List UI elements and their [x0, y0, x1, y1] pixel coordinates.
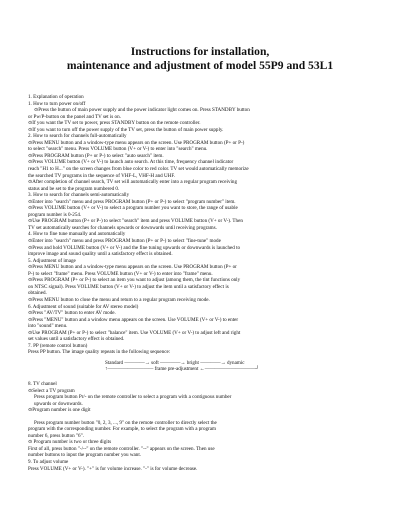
text-line: 2. How to search for channels full-automatically	[28, 133, 127, 140]
text-line: ⊙Enter into "search" menu and press PROGRAM button (P+ or P-) to select "program number" item.	[28, 198, 236, 205]
text-line: Press VOLUME (V+ or V-). "+" is for volume increase. "-" is for volume decrease.	[28, 465, 198, 472]
text-line: reach "H1 to H..." on the screen changes from blue color to red color. TV set would automatically memorize	[28, 166, 249, 173]
text-line: to select "search" menu. Press VOLUME button (V+ or V-) to enter into "search" menu.	[28, 146, 208, 153]
text-line: ⊙If you want to turn off the power supply of the TV set, press the button of main power supply.	[28, 126, 224, 133]
text-line: ⊙After completion of channel search, TV set will automatically enter into a regular program receiving	[28, 179, 238, 186]
text-line: program with the corresponding number. For example, to select the program with a program	[28, 426, 216, 433]
text-line: P-) to select "frame" menu. Press VOLUME button (V+ or V-) to enter into "frame" menu.	[28, 270, 213, 277]
text-line: ⊙Use PROGRAM (P+ or P-) to select "balance" item. Use VOLUME (V+ or V-) to adjust left and right	[28, 329, 241, 336]
text-line: set values until a satisfactory effect is obtained.	[28, 336, 125, 343]
text-line: 1. How to turn power on/off	[28, 100, 86, 107]
picture-mode-loop: ↑————————— frame pre-adjustment ←——————————┘	[105, 366, 260, 373]
text-line: ⊙If you want the TV set to power, press STANDBY button on the remote controller.	[28, 120, 201, 127]
text-line: 7. PP (remote control button)	[28, 342, 88, 349]
text-line: ⊙Press the button of main power supply and the power indicator light comes on. Press STANDBY button	[34, 107, 250, 114]
text-line: ⊙ Program number is two or three digits	[28, 439, 112, 446]
text-line: ⊙Select a TV program	[28, 387, 75, 394]
text-line: number 6, press button "6".	[28, 432, 84, 439]
text-line: ⊙Use PROGRAM button (P+ or P-) to select "search" item and press VOLUME button (V+ or V-). Then	[28, 218, 243, 225]
text-line: status and be set to the program numbered 0.	[28, 185, 120, 192]
text-line: ⊙Press MENU button and a window-type menu appears on the screen. Use PROGRAM button (P+ or P-)	[28, 139, 245, 146]
instructions-section-8-9	[28, 381, 380, 472]
text-line: ⊙Program number is one digit	[28, 407, 91, 414]
text-line: 9. To adjust volume	[28, 458, 69, 465]
text-line: 5. Adjustment of image	[28, 257, 76, 264]
text-line: ⊙Press PROGRAM (P+ or P-) to select an item you want to adjust (among them, the tint functions only	[28, 277, 241, 284]
text-line: First of all, press button "-/--" on the remote controller. "--" appears on the screen. Then use	[28, 445, 215, 452]
text-line: into "sound" menu.	[28, 323, 68, 330]
text-line: ⊙Press PROGRAM button (P+ or P-) to select "auto search" item.	[28, 152, 164, 159]
text-line: or Pw/P-button on the panel and TV set is on.	[28, 113, 121, 120]
text-line: 6. Adjustment of sound (suitable for AV stereo model)	[28, 303, 139, 310]
document-body	[28, 94, 380, 472]
text-line: ⊙Press "AV/TV" button to enter AV mode.	[28, 310, 116, 317]
text-line: 3. How to search for channels semi-automatically	[28, 192, 130, 199]
text-line: 8. TV channel	[28, 380, 57, 387]
text-line: TV set automatically searches for channels upwards or downwards until receiving programs.	[28, 224, 217, 231]
text-line: ⊙Press MENU button and a window-type menu appears on the screen. Use PROGRAM button (P+ or	[28, 264, 237, 271]
text-line: on NTSC signal). Press VOLUME button (V+ or V-) to adjust the item until a satisfactory effect is	[28, 283, 229, 290]
text-line: ⊙Press "MENU" button and a window menu appears on the screen. Use VOLUME (V+ or V-) to enter	[28, 316, 239, 323]
text-line: ⊙Press MENU button to close the menu and return to a regular program receiving mode.	[28, 296, 210, 303]
text-line: ⊙Press VOLUME button (V+ or V-) to launch auto search. At this time, frequency channel indicator	[28, 159, 234, 166]
text-line: ⊙Enter into "search" menu and press PROGRAM button (P+ or P-) to select "fine-tune" mode	[28, 238, 221, 245]
document-title-line2: maintenance and adjustment of model 55P9 and 53L1	[66, 59, 334, 72]
text-line: number buttons to input the program number you want.	[28, 452, 142, 459]
picture-mode-sequence: Standard ————→ soft ————→ bright ————→ dynamic	[105, 359, 245, 366]
text-line: 4. How to fine tune manually and automatically	[28, 231, 126, 238]
text-line: ⊙Press VOLUME button (V+ or V-) to select a program number you want to store, the range of usable	[28, 205, 238, 212]
text-line: obtained.	[28, 290, 47, 297]
text-line: Press program number button "0, 2, 3, ..., 9" on the remote controller to directly select the	[34, 419, 217, 426]
text-line: the searched TV programs in the sequence of VHF-L, VHF-H and UHF.	[28, 172, 176, 179]
text-line: upwards or downwards.	[34, 400, 83, 407]
text-line: ⊙Press and hold VOLUME button (V+ or V-) and the fine tuning upwards or downwards is launched to	[28, 244, 241, 251]
text-line: program number is 0-254.	[28, 211, 82, 218]
text-line: improve image and sound quality until a satisfactory effect is obtained.	[28, 251, 173, 258]
text-line: Press program button Pr/- on the remote controller to select a program with a contiguous number	[34, 394, 232, 401]
text-line: Press PP button. The image quality repeats in the following sequence:	[28, 349, 171, 356]
instructions-section-1-7	[28, 94, 380, 356]
document-title-line1: Instructions for installation,	[130, 45, 270, 58]
text-line: 1. Explanation of operation	[28, 94, 84, 100]
